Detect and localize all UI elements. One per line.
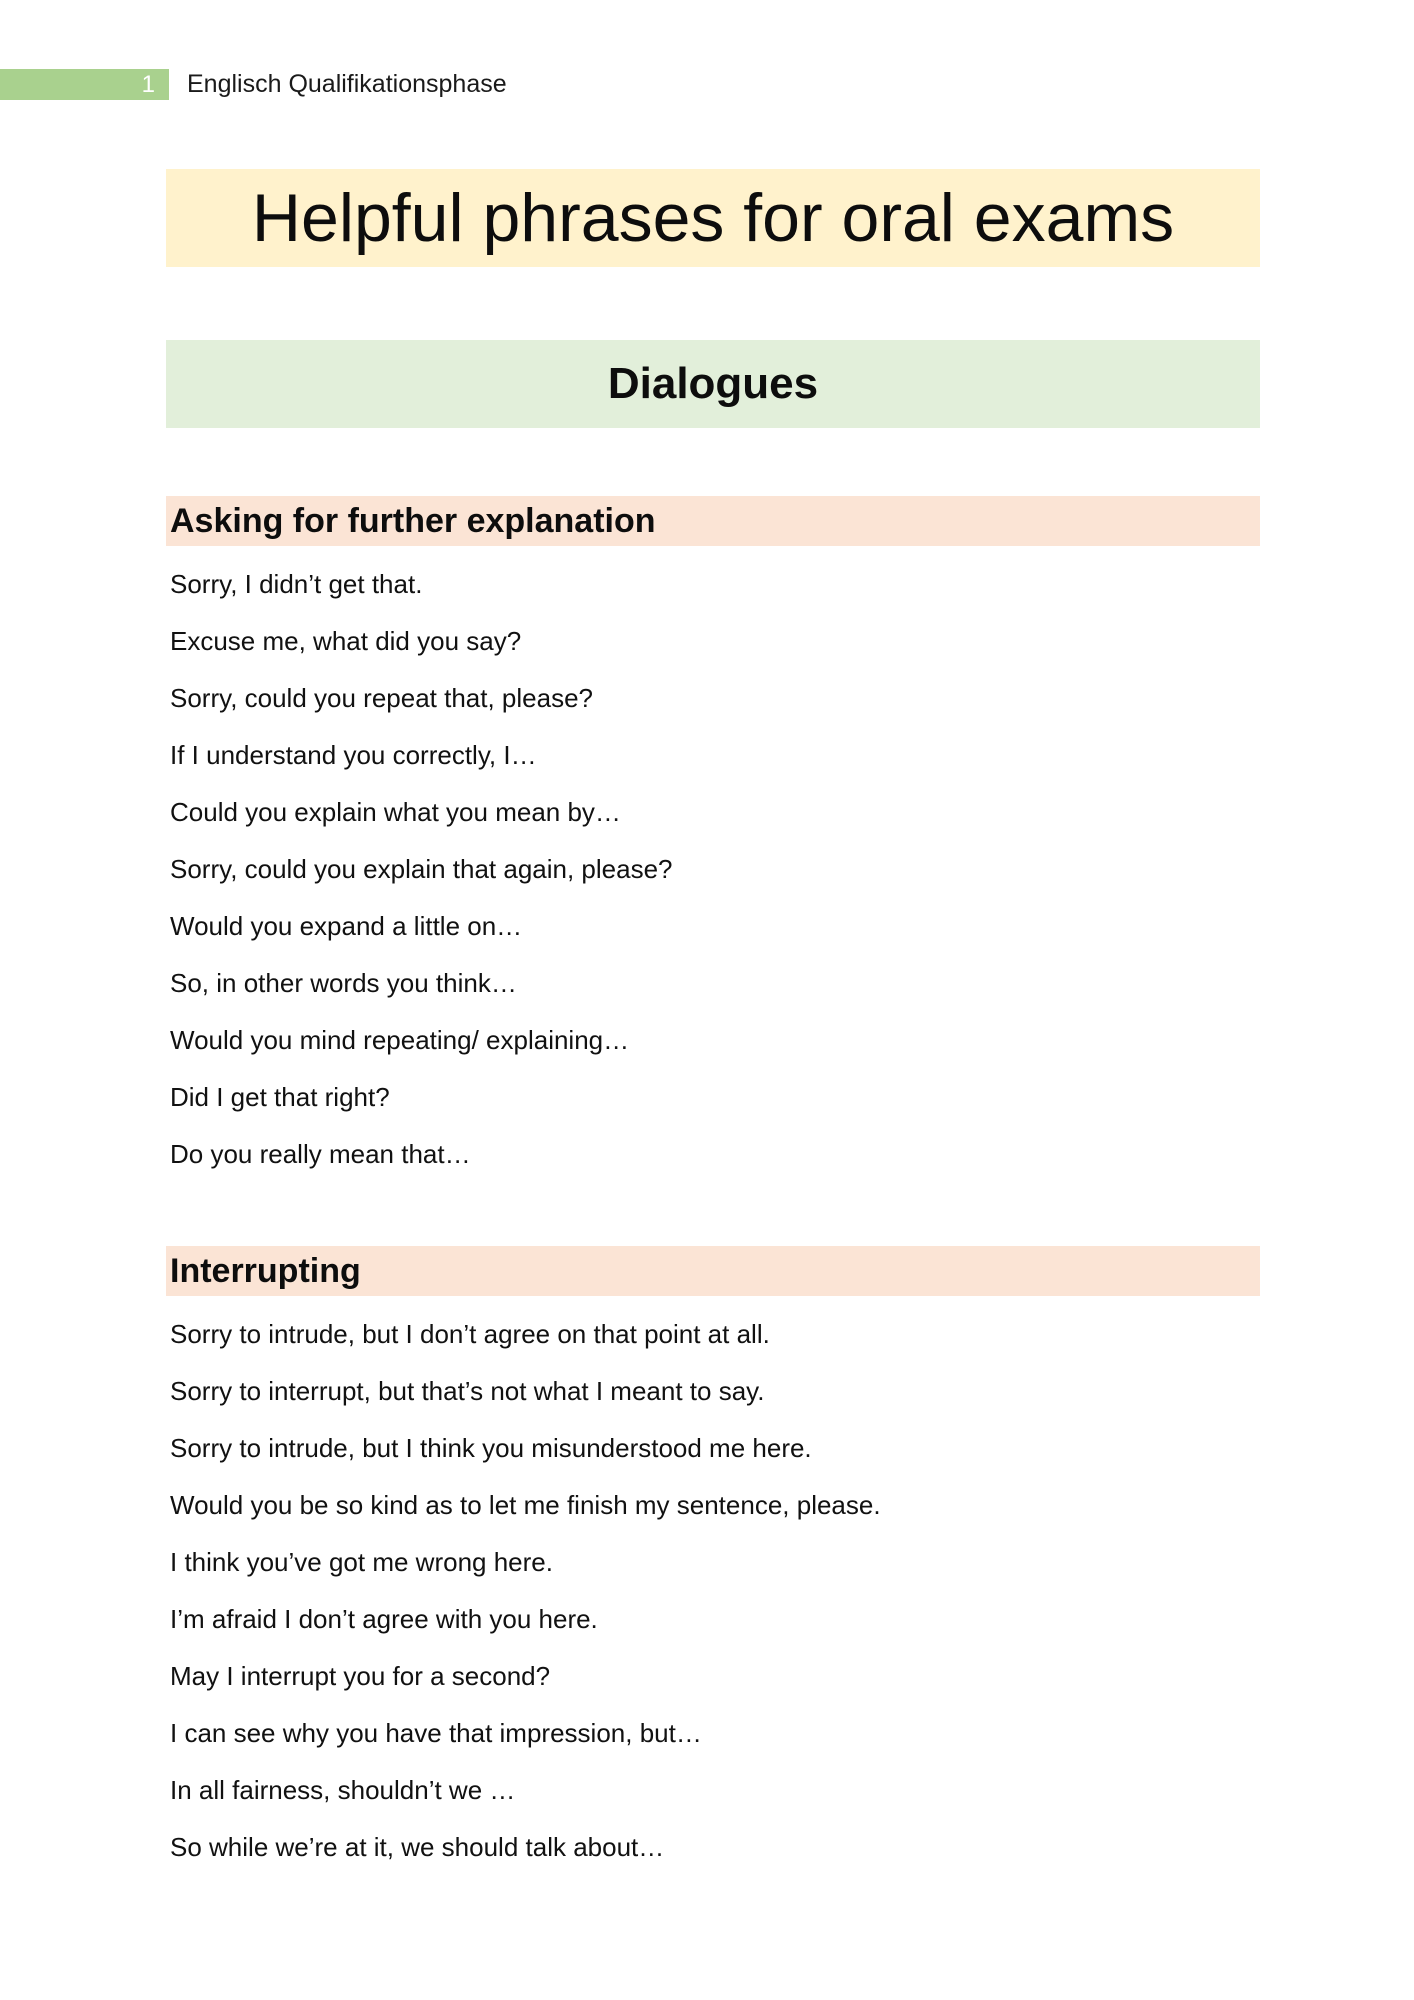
phrase-item: Sorry to intrude, but I don’t agree on that point at all.	[170, 1319, 770, 1349]
phrase-item: Did I get that right?	[170, 1082, 390, 1112]
page-number: 1	[141, 71, 155, 98]
phrase-item: So, in other words you think…	[170, 968, 517, 998]
phrase-list-asking-for-explanation	[170, 556, 673, 1183]
phrase-item: Sorry to intrude, but I think you misunderstood me here.	[170, 1433, 812, 1463]
phrase-item: Sorry, could you repeat that, please?	[170, 683, 593, 713]
phrase-item: Would you be so kind as to let me finish my sentence, please.	[170, 1490, 881, 1520]
page-subtitle: Dialogues	[607, 359, 819, 408]
phrase-item: I’m afraid I don’t agree with you here.	[170, 1604, 598, 1634]
phrase-item: Would you expand a little on…	[170, 911, 523, 941]
phrase-list-interrupting	[170, 1306, 881, 1876]
page-number-bar	[0, 69, 169, 100]
phrase-item: Sorry to interrupt, but that’s not what I meant to say.	[170, 1376, 765, 1406]
phrase-item: Could you explain what you mean by…	[170, 797, 621, 827]
phrase-item: May I interrupt you for a second?	[170, 1661, 551, 1691]
section-heading-asking-for-explanation	[166, 496, 1260, 546]
phrase-item: Excuse me, what did you say?	[170, 626, 522, 656]
phrase-item: Would you mind repeating/ explaining…	[170, 1025, 630, 1055]
phrase-item: I think you’ve got me wrong here.	[170, 1547, 553, 1577]
title-banner	[166, 169, 1260, 267]
phrase-item: Sorry, I didn’t get that.	[170, 569, 423, 599]
section-heading-text: Interrupting	[170, 1252, 361, 1290]
phrase-item: If I understand you correctly, I…	[170, 740, 537, 770]
phrase-item: Sorry, could you explain that again, please?	[170, 854, 673, 884]
phrase-item: I can see why you have that impression, but…	[170, 1718, 702, 1748]
phrase-item: Do you really mean that…	[170, 1139, 471, 1169]
section-heading-text: Asking for further explanation	[170, 502, 656, 540]
phrase-item: In all fairness, shouldn’t we …	[170, 1775, 516, 1805]
running-header: Englisch Qualifikationsphase	[187, 70, 507, 98]
page-title: Helpful phrases for oral exams	[251, 180, 1175, 256]
section-heading-interrupting	[166, 1246, 1260, 1296]
phrase-item: So while we’re at it, we should talk about…	[170, 1832, 665, 1862]
subtitle-banner	[166, 340, 1260, 428]
